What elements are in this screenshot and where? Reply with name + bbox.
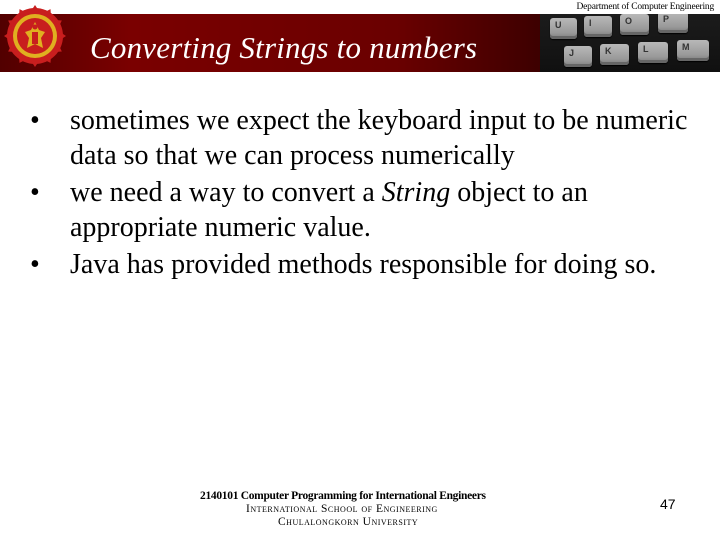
university-seal-icon — [4, 5, 66, 67]
bullet-text: we need a way to convert a — [70, 177, 382, 208]
footer — [200, 490, 486, 529]
keyboard-key: U — [550, 18, 577, 39]
bullet-emphasis: String — [381, 177, 451, 208]
department-label: Department of Computer Engineering — [576, 2, 714, 12]
bullet-marker: • — [30, 177, 40, 208]
keyboard-key: O — [620, 14, 649, 35]
keyboard-key: J — [564, 46, 592, 67]
bullet-marker: • — [30, 249, 40, 280]
bullet-item — [30, 175, 690, 245]
bullet-text: object to an appropriate numeric value. — [70, 177, 588, 243]
footer-university: Chulalongkorn University — [278, 516, 419, 528]
keyboard-key: M — [677, 40, 709, 61]
bullet-item — [30, 247, 690, 282]
footer-school: International School of Engineering — [246, 503, 438, 515]
keyboard-photo — [540, 14, 720, 72]
keyboard-key: K — [600, 44, 629, 65]
keyboard-key: P — [658, 14, 688, 33]
bullet-item — [30, 103, 690, 173]
page-number: 47 — [660, 496, 676, 512]
bullet-text: sometimes we expect the keyboard input to be numeric data so that we can process numerically — [70, 105, 688, 171]
bullet-text: Java has provided methods responsible for doing so. — [70, 249, 657, 280]
keyboard-key: I — [584, 16, 612, 37]
keyboard-key: L — [638, 42, 668, 63]
bullet-list — [30, 103, 690, 284]
footer-course: 2140101 Computer Programming for International Engineers — [200, 490, 486, 502]
bullet-marker: • — [30, 105, 40, 136]
slide-title: Converting Strings to numbers — [90, 30, 478, 65]
